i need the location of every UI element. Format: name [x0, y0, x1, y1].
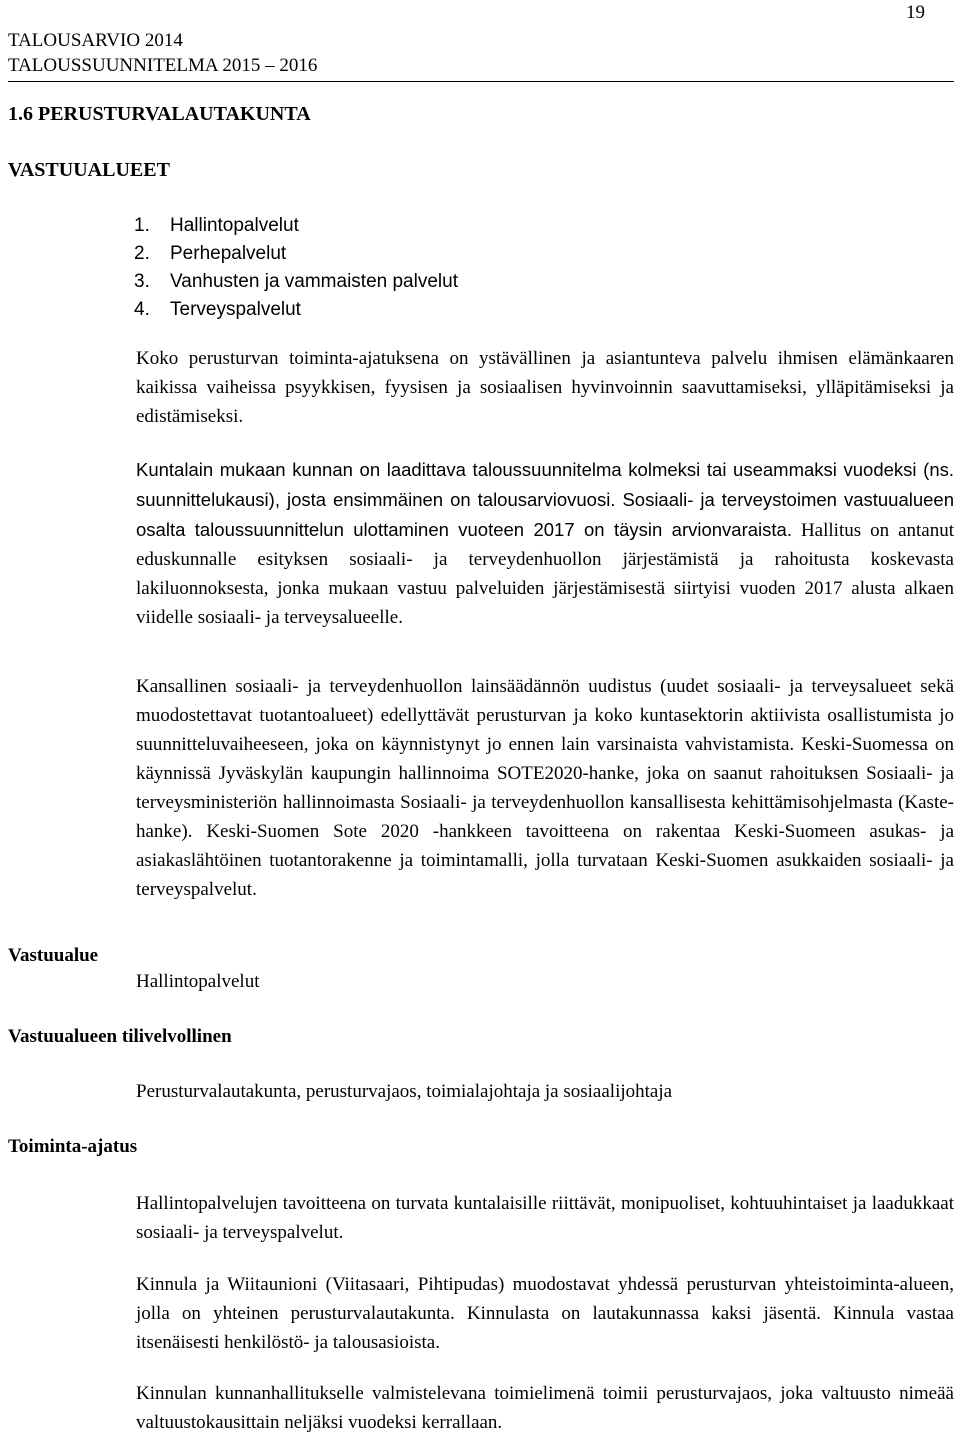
list-item-number: 1. — [134, 215, 150, 236]
planning-paragraph-serif: Hallitus on antanut eduskunnalle esityksen sosiaali- ja terveydenhuollon järjestämistä ja rahoitusta koskevasta lakiluonnoksesta, jonka mukaan vastuu palveluiden järjestämisestä siirtyisi vuoden 2017 alusta alkaen viidelle sosiaali- ja terveysalueelle. — [136, 520, 955, 628]
reform-paragraph: Kansallinen sosiaali- ja terveydenhuollon lainsäädännön uudistus (uudet sosiaali- ja terveysalueet sekä muodostettavat tuotantoalueet) edellyttävät perusturvan ja koko kuntasektorin aktiivista osallistumista jo suunnitteluvaiheeseen, joka on käynnistynyt jo ennen lain varsinaista vahvistamista. Keski-Suomessa on käynnissä Jyväskylän kaupungin hallinnoima SOTE2020-hanke, joka on saanut rahoituksen Sosiaali- ja terveysministeriön hallinnoimasta Sosiaali- ja terveydenhuollon kansallisesta kehittämisohjelmasta (Kaste-hanke). Keski-Suomen Sote 2020 -hankkeen tavoitteena on rakentaa Keski-Suomeen asukas- ja asiakaslähtöinen tuotantorakenne ja toimintamalli, jolla turvataan Keski-Suomen asukkaiden sosiaali- ja terveyspalvelut. — [136, 676, 954, 900]
header-budget-title: TALOUSARVIO 2014 — [8, 30, 183, 51]
page-number: 19 — [906, 2, 925, 23]
list-item-label: Perhepalvelut — [170, 243, 287, 264]
planning-paragraph-sans: Kuntalain mukaan kunnan on laadittava taloussuunnitelma kolmeksi tai useammaksi vuodeksi (ns. suunnittelukausi), josta ensimmäinen on talousarviovuosi. Sosiaali- ja terveystoimen vastuualueen osalta taloussuunnittelun ulottaminen vuoteen 2017 on täysin arvionvaraista. — [136, 459, 954, 540]
responsibility-area-list — [134, 212, 458, 324]
list-item-number: 4. — [134, 299, 150, 320]
list-item — [134, 240, 458, 268]
list-item-label: Terveyspalvelut — [170, 299, 301, 320]
vastuualue-label: Vastuualue — [8, 945, 99, 966]
list-item-label: Hallintopalvelut — [170, 215, 299, 236]
header-plan-title: TALOUSSUUNNITELMA 2015 – 2016 — [8, 55, 318, 76]
toiminta-ajatus-label: Toiminta-ajatus — [8, 1136, 138, 1157]
subsection-title: VASTUUALUEET — [8, 159, 170, 181]
list-item — [134, 212, 458, 240]
section-title: 1.6 PERUSTURVALAUTAKUNTA — [8, 103, 311, 125]
list-item-number: 3. — [134, 271, 150, 292]
list-item-label: Vanhusten ja vammaisten palvelut — [170, 271, 458, 292]
planning-paragraph — [136, 455, 954, 632]
header-divider — [8, 81, 954, 82]
toiminta-ajatus-paragraph: Hallintopalvelujen tavoitteena on turvata kuntalaisille riittävät, monipuoliset, kohtuuhintaiset ja laadukkaat sosiaali- ja terveyspalvelut. — [136, 1193, 954, 1243]
toiminta-ajatus-paragraph: Kinnulan kunnanhallitukselle valmistelevana toimielimenä toimii perusturvajaos, joka valtuusto nimeää valtuustokausittain neljäksi vuodeksi kerrallaan. — [136, 1383, 954, 1433]
document-header — [8, 28, 317, 78]
toiminta-ajatus-paragraph: Kinnula ja Wiitaunioni (Viitasaari, Pihtipudas) muodostavat yhdessä perusturvan yhteistoiminta-alueen, jolla on yhteinen perusturvalautakunta. Kinnulasta on lautakunnassa kaksi jäsentä. Kinnula vastaa itsenäisesti henkilöstö- ja talousasioista. — [136, 1274, 954, 1353]
tilivelvollinen-value: Perusturvalautakunta, perusturvajaos, toimialajohtaja ja sosiaalijohtaja — [136, 1081, 673, 1102]
mission-paragraph: Koko perusturvan toiminta-ajatuksena on ystävällinen ja asiantunteva palvelu ihmisen elämänkaaren kaikissa vaiheissa psyykkisen, fyysisen ja sosiaalisen hyvinvoinnin saavuttamiseksi, ylläpitämiseksi ja edistämiseksi. — [136, 348, 954, 427]
list-item — [134, 296, 458, 324]
tilivelvollinen-label: Vastuualueen tilivelvollinen — [8, 1026, 232, 1047]
list-item-number: 2. — [134, 243, 150, 264]
vastuualue-value: Hallintopalvelut — [136, 971, 260, 992]
list-item — [134, 268, 458, 296]
